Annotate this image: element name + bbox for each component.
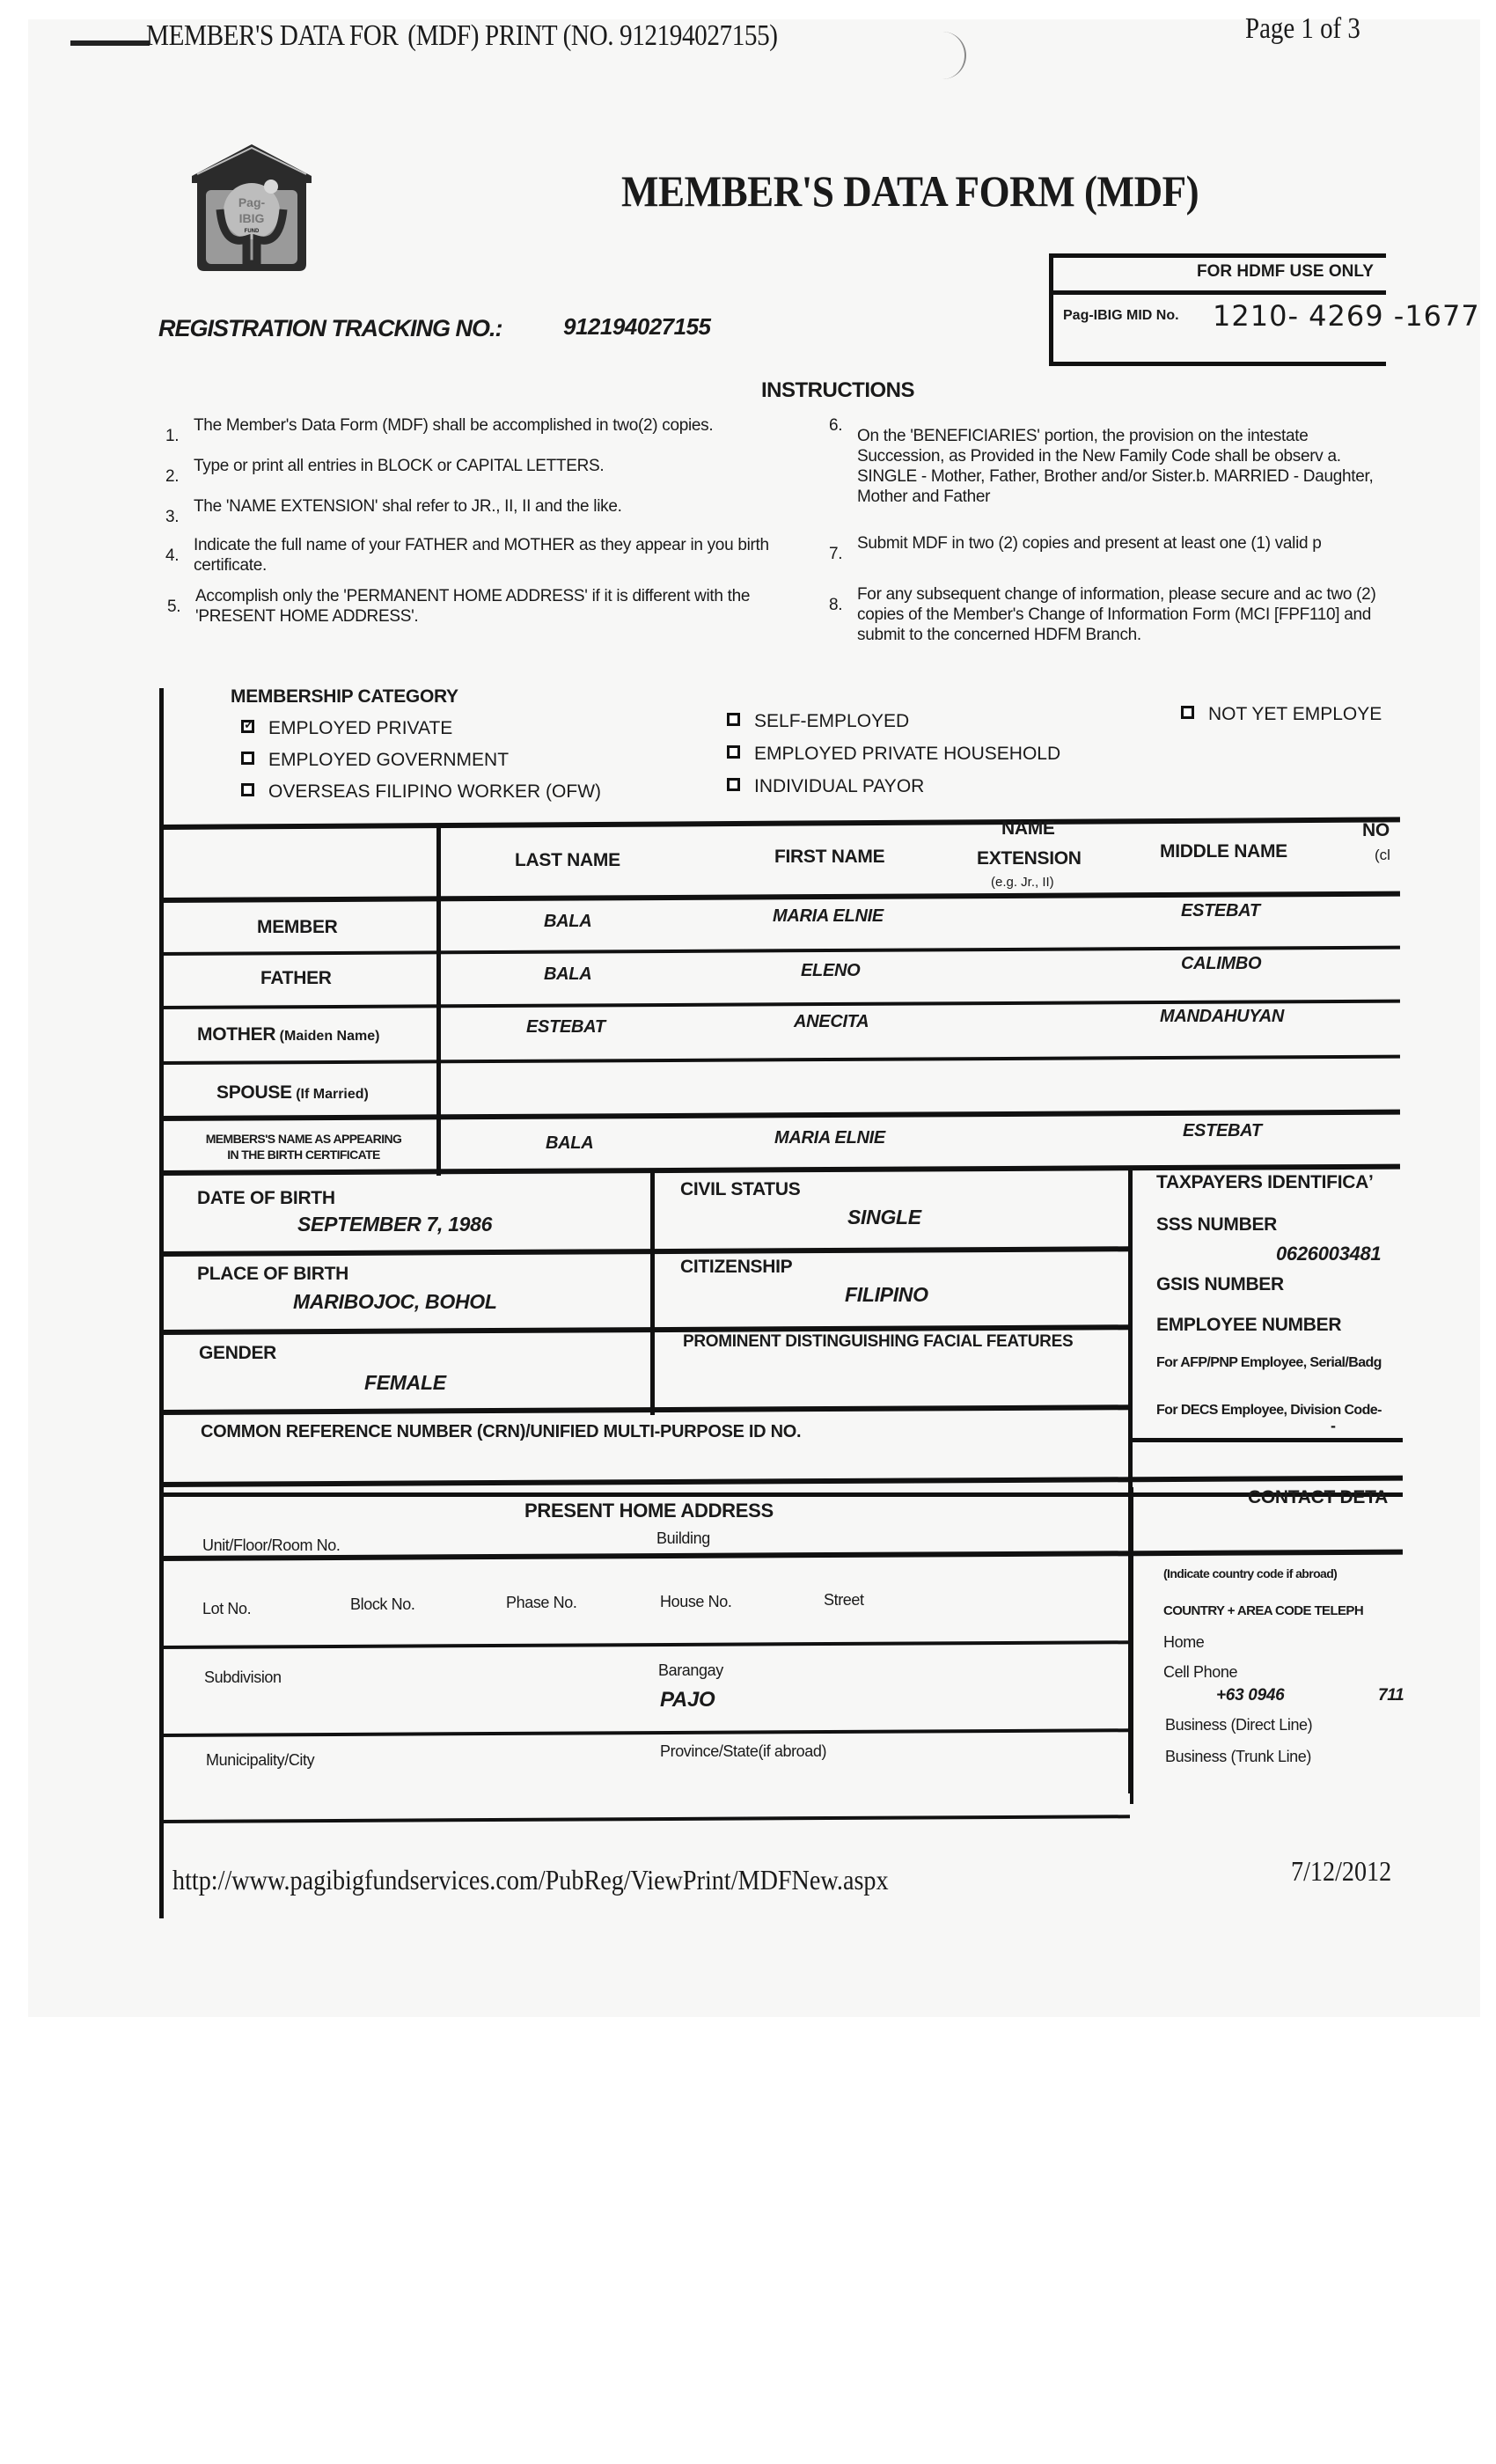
sss-label: SSS NUMBER xyxy=(1156,1214,1278,1235)
gender-value: FEMALE xyxy=(364,1371,446,1394)
mid-value: 1210- 4269 -1677 xyxy=(1213,299,1480,333)
row-label-mother xyxy=(197,1024,379,1045)
hdmf-box-border xyxy=(1049,362,1386,366)
membership-option-ofw[interactable] xyxy=(241,781,601,803)
option-label: EMPLOYED PRIVATE xyxy=(268,718,453,738)
hdmf-box-border xyxy=(1049,253,1386,258)
facial-features-label: PROMINENT DISTINGUISHING FACIAL FEATURES xyxy=(683,1332,1074,1351)
membership-option-self-employed[interactable] xyxy=(727,711,909,732)
dob-label: DATE OF BIRTH xyxy=(197,1188,335,1208)
page-indicator: Page 1 of 3 xyxy=(1245,12,1360,45)
member-last-name: BALA xyxy=(544,912,592,931)
instruction-number: 6. xyxy=(829,416,843,435)
print-header-title: MEMBER'S DATA FOR (MDF) PRINT (NO. 912194027155) xyxy=(146,19,778,52)
row-label-text: SPOUSE xyxy=(216,1082,292,1103)
house-hands-logo-icon xyxy=(185,141,319,273)
row-label-text: MEMBERS'S NAME AS APPEARING xyxy=(205,1132,402,1146)
contact-business-trunk-label: Business (Trunk Line) xyxy=(1165,1748,1312,1765)
instruction-number: 5. xyxy=(167,598,181,616)
table-column-divider xyxy=(436,827,441,1176)
member-middle-name: ESTEBAT xyxy=(1181,901,1260,920)
header-no: NO xyxy=(1362,820,1390,840)
address-municipality-label: Municipality/City xyxy=(206,1751,315,1769)
address-block-label: Block No. xyxy=(350,1595,415,1613)
contact-business-direct-label: Business (Direct Line) xyxy=(1165,1716,1313,1734)
tin-label: TAXPAYERS IDENTIFICAʼ xyxy=(1156,1172,1374,1192)
citizenship-label: CITIZENSHIP xyxy=(680,1257,793,1277)
row-label-spouse xyxy=(216,1082,369,1104)
pob-label: PLACE OF BIRTH xyxy=(197,1264,348,1284)
logo-text-pag: Pag- xyxy=(238,195,266,209)
instruction-number: 8. xyxy=(829,596,843,614)
checkbox-icon[interactable] xyxy=(727,778,740,791)
mother-first-name: ANECITA xyxy=(794,1012,869,1031)
instruction-number: 2. xyxy=(165,467,180,486)
instructions-heading: INSTRUCTIONS xyxy=(761,378,914,402)
scan-mark xyxy=(70,40,150,46)
row-label-text: MOTHER xyxy=(197,1024,276,1045)
civil-status-label: CIVIL STATUS xyxy=(680,1179,801,1199)
header-name-ext-3: (e.g. Jr., II) xyxy=(991,875,1054,890)
father-middle-name: CALIMBO xyxy=(1181,954,1262,973)
birthcert-middle-name: ESTEBAT xyxy=(1183,1121,1262,1140)
instruction-text: The Member's Data Form (MDF) shall be accomplished in two(2) copies. xyxy=(194,416,714,435)
mother-last-name: ESTEBAT xyxy=(526,1017,605,1037)
option-label: OVERSEAS FILIPINO WORKER (OFW) xyxy=(268,781,602,802)
hdmf-box-border xyxy=(1049,253,1053,366)
cell-number: 711 xyxy=(1378,1686,1404,1705)
address-province-label: Province/State(if abroad) xyxy=(660,1742,827,1760)
instruction-item xyxy=(165,535,792,576)
instruction-text: Indicate the full name of your FATHER and MOTHER as they appear in you birth certificate. xyxy=(194,536,769,575)
pob-value: MARIBOJOC, BOHOL xyxy=(293,1290,497,1313)
contact-home-label: Home xyxy=(1163,1633,1205,1651)
form-title: MEMBER'S DATA FORM (MDF) xyxy=(621,166,1199,216)
contact-columns-label: COUNTRY + AREA CODE TELEPH xyxy=(1163,1603,1364,1618)
row-label-birth-certificate xyxy=(176,1131,431,1162)
footer-url: http://www.pagibigfundservices.com/PubReg/ViewPrint/MDFNew.aspx xyxy=(172,1864,889,1896)
instruction-item xyxy=(167,586,794,627)
instruction-item xyxy=(829,584,1399,645)
mother-middle-name: MANDAHUYAN xyxy=(1160,1007,1285,1026)
logo-text-ibig: IBIG xyxy=(238,211,265,225)
address-contact-divider xyxy=(1130,1487,1133,1804)
instruction-item xyxy=(829,416,1399,507)
sss-value: 0626003481 xyxy=(1276,1243,1382,1265)
father-first-name: ELENO xyxy=(801,961,861,980)
header-last-name: LAST NAME xyxy=(515,850,620,870)
gsis-label: GSIS NUMBER xyxy=(1156,1274,1284,1294)
instruction-item xyxy=(165,456,792,486)
option-label: EMPLOYED PRIVATE HOUSEHOLD xyxy=(754,744,1061,764)
gender-label: GENDER xyxy=(199,1343,277,1363)
instruction-number: 7. xyxy=(829,545,843,563)
instruction-text: Accomplish only the 'PERMANENT HOME ADDRESS' if it is different with the 'PRESENT HOME ADDRESS'. xyxy=(195,587,751,626)
option-label: EMPLOYED GOVERNMENT xyxy=(268,750,510,770)
member-first-name: MARIA ELNIE xyxy=(773,906,884,926)
pagibig-logo xyxy=(185,141,319,273)
dob-value: SEPTEMBER 7, 1986 xyxy=(297,1213,493,1236)
cell-country-code: +63 0946 xyxy=(1216,1686,1285,1705)
checkbox-icon[interactable] xyxy=(241,752,254,765)
address-street-label: Street xyxy=(824,1591,864,1609)
address-phase-label: Phase No. xyxy=(506,1594,577,1611)
checkbox-icon[interactable] xyxy=(1181,706,1194,719)
header-middle-name: MIDDLE NAME xyxy=(1160,841,1287,862)
registration-value: 912194027155 xyxy=(563,313,711,340)
address-lot-label: Lot No. xyxy=(202,1600,252,1617)
instruction-text: The 'NAME EXTENSION' shal refer to JR., II, II and the like. xyxy=(194,497,622,516)
grid-rule xyxy=(1130,1438,1403,1442)
header-name-ext-1: NAME xyxy=(1001,818,1055,839)
footer-date: 7/12/2012 xyxy=(1291,1855,1392,1887)
civil-status-value: SINGLE xyxy=(847,1206,921,1228)
instruction-text: Type or print all entries in BLOCK or CAPITAL LETTERS. xyxy=(194,457,605,475)
contact-cell-label: Cell Phone xyxy=(1163,1663,1238,1681)
option-label: INDIVIDUAL PAYOR xyxy=(754,776,925,796)
membership-option-employed-government[interactable] xyxy=(241,750,509,771)
address-building-label: Building xyxy=(656,1529,710,1547)
header-name-ext-2: EXTENSION xyxy=(977,848,1082,869)
hdmf-heading: FOR HDMF USE ONLY xyxy=(1197,262,1374,281)
instruction-number: 1. xyxy=(165,427,180,445)
instruction-item xyxy=(165,415,792,445)
row-label-father: FATHER xyxy=(260,968,332,988)
header-no-sub: (cl xyxy=(1375,847,1390,863)
checkbox-icon[interactable] xyxy=(727,745,740,759)
row-label-sub: (Maiden Name) xyxy=(279,1029,380,1044)
afp-pnp-label: For AFP/PNP Employee, Serial/Badg xyxy=(1156,1355,1382,1370)
instruction-number: 4. xyxy=(165,546,180,565)
contact-heading: CONTACT DETA xyxy=(1248,1487,1388,1507)
checkbox-icon[interactable] xyxy=(241,783,254,796)
mid-label: Pag-IBIG MID No. xyxy=(1063,308,1179,323)
crn-label: COMMON REFERENCE NUMBER (CRN)/UNIFIED MULTI-PURPOSE ID NO. xyxy=(201,1422,802,1441)
instruction-item xyxy=(829,533,1399,563)
membership-option-employed-private[interactable] xyxy=(241,718,452,739)
instruction-text: On the 'BENEFICIARIES' portion, the provision on the intestate Succession, as Provided in the New Family Code shall be observ a. SINGLE - Mother, Father, Brother and/or Sister.b. MARRIED - Daughter, Mother and Father xyxy=(857,427,1374,506)
decs-value: - xyxy=(1331,1417,1336,1434)
row-label-sub: IN THE BIRTH CERTIFICATE xyxy=(227,1148,380,1162)
birthcert-first-name: MARIA ELNIE xyxy=(774,1128,885,1148)
registration-label: REGISTRATION TRACKING NO.: xyxy=(158,315,502,341)
header-first-name: FIRST NAME xyxy=(774,847,885,867)
employee-number-label: EMPLOYEE NUMBER xyxy=(1156,1315,1342,1335)
instruction-text: For any subsequent change of information, please secure and ac two (2) copies of the Member's Change of Information Form (MCI [FPF110] and submit to the concerned HDFM Branch. xyxy=(857,585,1376,644)
instruction-item xyxy=(165,496,792,526)
option-label: NOT YET EMPLOYE xyxy=(1208,704,1382,724)
membership-option-not-yet-employed[interactable] xyxy=(1181,704,1382,725)
checkbox-checked-icon[interactable] xyxy=(241,720,254,733)
row-label-member: MEMBER xyxy=(257,917,338,937)
address-heading: PRESENT HOME ADDRESS xyxy=(524,1500,774,1522)
row-label-sub: (If Married) xyxy=(296,1087,369,1102)
address-barangay-label: Barangay xyxy=(658,1661,723,1679)
grid-divider xyxy=(650,1172,655,1415)
birthcert-last-name: BALA xyxy=(546,1133,594,1153)
hdmf-box-border xyxy=(1049,290,1386,295)
address-house-label: House No. xyxy=(660,1593,732,1610)
address-subdivision-label: Subdivision xyxy=(204,1668,282,1686)
address-unit-label: Unit/Floor/Room No. xyxy=(202,1536,341,1554)
citizenship-value: FILIPINO xyxy=(845,1283,928,1306)
option-label: SELF-EMPLOYED xyxy=(754,711,910,731)
checkbox-icon[interactable] xyxy=(727,713,740,726)
father-last-name: BALA xyxy=(544,964,592,984)
address-rule xyxy=(162,1492,1403,1497)
membership-option-individual-payor[interactable] xyxy=(727,776,924,797)
instruction-text: Submit MDF in two (2) copies and present at least one (1) valid p xyxy=(857,534,1322,553)
instruction-number: 3. xyxy=(165,508,180,526)
decs-label: For DECS Employee, Division Code- xyxy=(1156,1403,1382,1418)
logo-text-fund: FUND xyxy=(244,229,260,234)
membership-heading: MEMBERSHIP CATEGORY xyxy=(231,686,458,707)
membership-option-employed-household[interactable] xyxy=(727,744,1060,765)
contact-note: (Indicate country code if abroad) xyxy=(1163,1566,1338,1580)
address-barangay-value: PAJO xyxy=(660,1688,715,1712)
